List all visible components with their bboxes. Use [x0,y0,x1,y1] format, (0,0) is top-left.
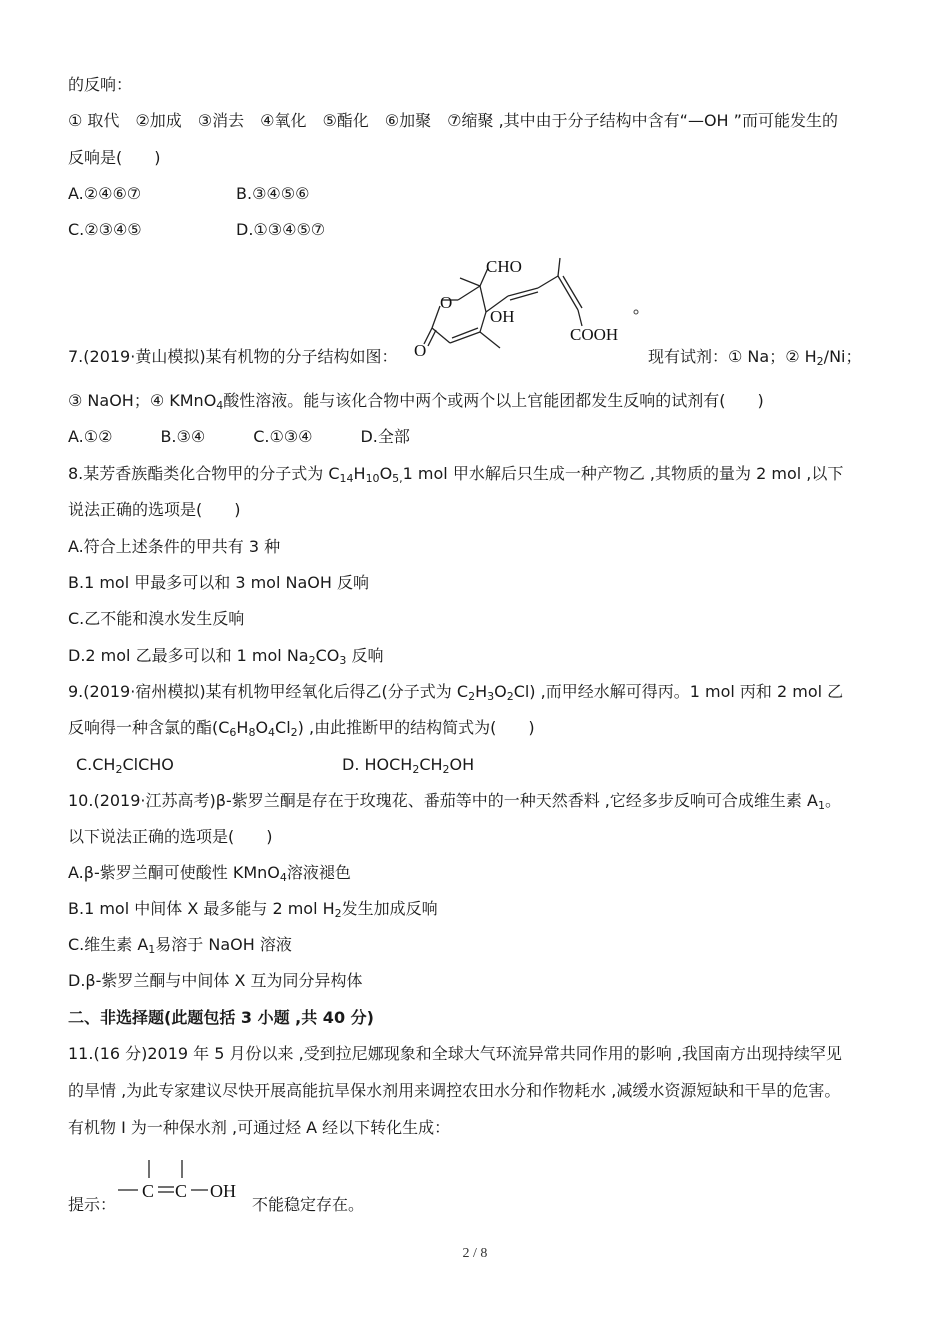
svg-text:COOH: COOH [570,325,619,344]
option-c: C.乙不能和溴水发生反响 [68,609,245,628]
question-7-lead: 7.(2019·黄山模拟)某有机物的分子结构如图： [68,347,398,366]
option-c: C.维生素 $A_1$易溶于 NaOH 溶液 [68,935,292,956]
question-8-line2: 说法正确的选项是( ) [68,500,241,519]
svg-text:OH: OH [490,307,515,326]
option-d: D. $HOCH_2CH_2OH$ [342,755,475,776]
option-b: B.③④⑤⑥ [236,184,310,203]
question-10: 10.(2019·江苏高考)β-紫罗兰酮是存在于玫瑰花、番茄等中的一种天然香料 ,它经多步反响可合成维生素 $A_1$。 [68,791,841,812]
option-d: D.①③④⑤⑦ [236,220,326,239]
hint-text: 不能稳定存在。 [252,1195,365,1214]
question-11: 11.(16 分)2019 年 5 月份以来 ,受到拉尼娜现象和全球大气环流异常共同作用的影响 ,我国南方出现持续罕见 [68,1044,842,1063]
question-7-line2: ③ NaOH；④ KMnO$_4$酸性溶液。能与该化合物中两个或两个以上官能团都发生反响的试剂有( ) [68,391,764,412]
svg-text:OH: OH [210,1181,236,1201]
text-line: 反响是( ) [68,148,161,167]
question-9-line2: 反响得一种含氯的酯$(C_6H_8O_4Cl_2)$ ,由此推断甲的结构简式为( ) [68,718,535,739]
page-number: 2 / 8 [462,1246,488,1261]
svg-text:C: C [175,1181,188,1201]
text-line: 的反响： [68,75,133,94]
question-11-line2: 的旱情 ,为此专家建议尽快开展高能抗旱保水剂用来调控农田水分和作物耗水 ,减缓水资源短缺和干旱的危害。 [68,1081,841,1100]
enol-structure-image [116,1152,252,1208]
option-d: D.β-紫罗兰酮与中间体 X 互为同分异构体 [68,971,363,990]
option-a: A.β-紫罗兰酮可使酸性 KMnO$_4$溶液褪色 [68,863,351,884]
text-line: ① 取代 ②加成 ③消去 ④氧化 ⑤酯化 ⑥加聚 ⑦缩聚 ,其中由于分子结构中含有“—OH ”而可能发生的 [68,111,838,130]
option-c: $C.CH_2ClCHO$ [76,755,174,776]
option-a: A.符合上述条件的甲共有 3 种 [68,537,281,556]
section-heading: 二、非选择题(此题包括 3 小题 ,共 40 分) [68,1008,374,1027]
molecule-structure-image [410,250,650,365]
question-7-options: A.①② B.③④ C.①③④ D.全部 [68,427,410,446]
hint-label: 提示： [68,1195,117,1214]
svg-text:CHO: CHO [486,257,522,276]
option-c: C.②③④⑤ [68,220,142,239]
option-b: B.1 mol 中间体 X 最多能与 2 mol $H_2$发生加成反响 [68,899,438,920]
question-7-reagents: 现有试剂：① Na；② $H_2/Ni$； [648,347,862,368]
question-11-line3: 有机物 I 为一种保水剂 ,可通过烃 A 经以下转化生成： [68,1118,451,1137]
option-a: A.②④⑥⑦ [68,184,142,203]
svg-text:O: O [440,293,453,312]
question-10-line2: 以下说法正确的选项是( ) [68,827,273,846]
svg-text:O: O [414,341,427,360]
question-9: 9.(2019·宿州模拟)某有机物甲经氧化后得乙(分子式为 $C_2H_3O_2Cl$) ,而甲经水解可得丙。1 mol 丙和 2 mol 乙 [68,682,844,703]
option-d: D.2 mol 乙最多可以和 1 mol $Na_2CO_3$ 反响 [68,646,384,667]
option-b: B.1 mol 甲最多可以和 3 mol NaOH 反响 [68,573,369,592]
question-8: 8.某芳香族酯类化合物甲的分子式为 $C_{14}H_{10}O_{5,}1$ mol 甲水解后只生成一种产物乙 ,其物质的量为 2 mol ,以下 [68,464,844,485]
svg-text:C: C [142,1181,155,1201]
